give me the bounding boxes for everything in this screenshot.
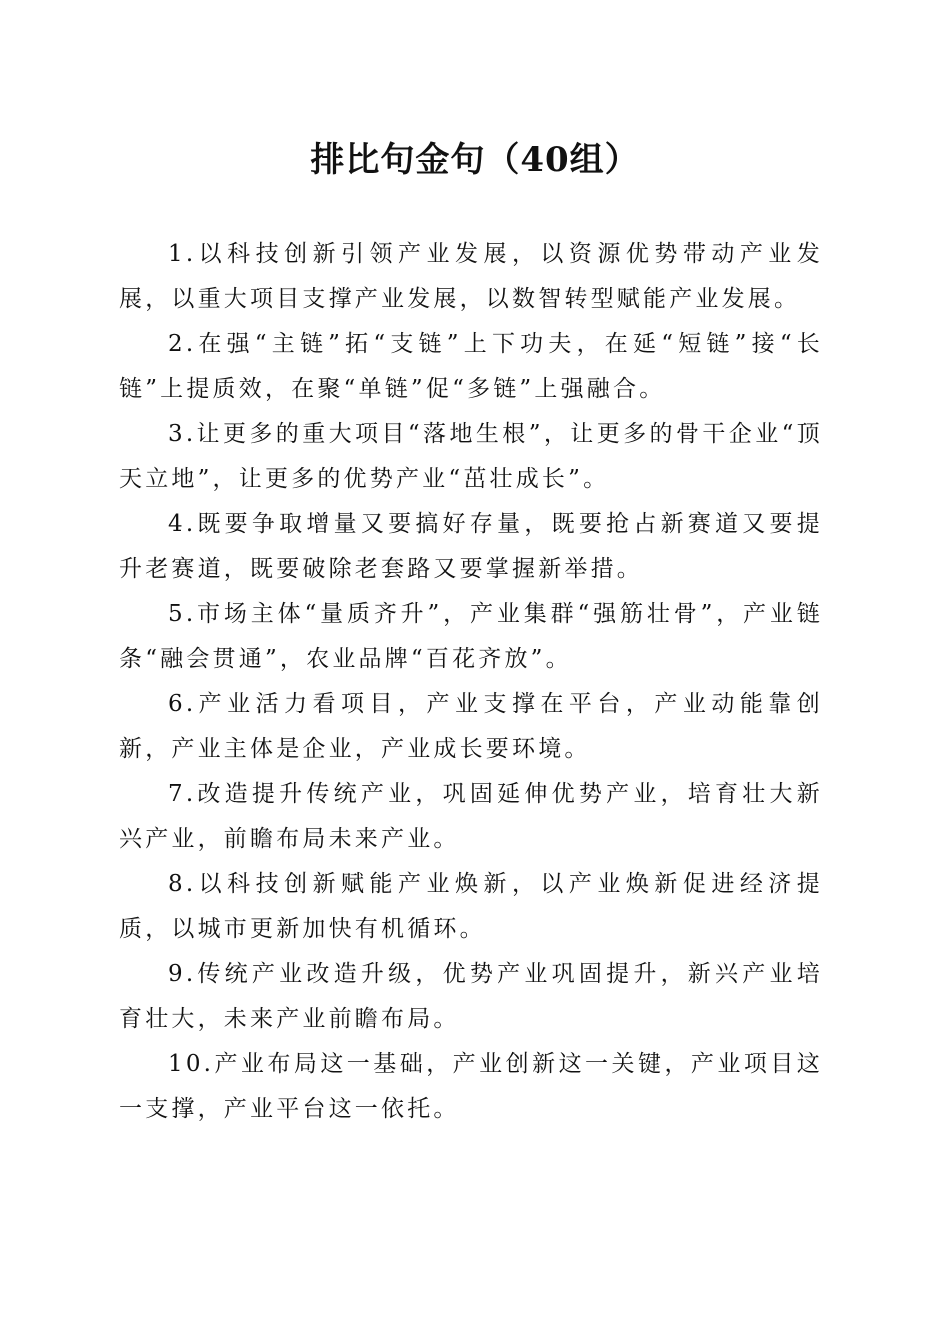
- paragraph-7: 7.改造提升传统产业，巩固延伸优势产业，培育壮大新兴产业，前瞻布局未来产业。: [119, 781, 823, 852]
- paragraph-5: 5.市场主体“量质齐升”，产业集群“强筋壮骨”，产业链条“融会贯通”，农业品牌“百花齐放”。: [119, 601, 823, 672]
- page-title: 排比句金句（40组）: [310, 140, 640, 180]
- document-body: [119, 232, 823, 1132]
- paragraph-3: 3.让更多的重大项目“落地生根”，让更多的骨干企业“顶天立地”，让更多的优势产业“茁壮成长”。: [119, 421, 823, 492]
- paragraph-9: 9.传统产业改造升级，优势产业巩固提升，新兴产业培育壮大，未来产业前瞻布局。: [119, 961, 823, 1032]
- paragraph-4: 4.既要争取增量又要搞好存量，既要抢占新赛道又要提升老赛道，既要破除老套路又要掌握新举措。: [119, 511, 823, 582]
- paragraph-10: 10.产业布局这一基础，产业创新这一关键，产业项目这一支撑，产业平台这一依托。: [119, 1051, 823, 1122]
- paragraph-2: 2.在强“主链”拓“支链”上下功夫，在延“短链”接“长链”上提质效，在聚“单链”促“多链”上强融合。: [119, 331, 823, 402]
- paragraph-6: 6.产业活力看项目，产业支撑在平台，产业动能靠创新，产业主体是企业，产业成长要环境。: [119, 691, 823, 762]
- paragraph-1: 1.以科技创新引领产业发展，以资源优势带动产业发展，以重大项目支撑产业发展，以数智转型赋能产业发展。: [119, 241, 823, 312]
- paragraph-8: 8.以科技创新赋能产业焕新，以产业焕新促进经济提质，以城市更新加快有机循环。: [119, 871, 823, 942]
